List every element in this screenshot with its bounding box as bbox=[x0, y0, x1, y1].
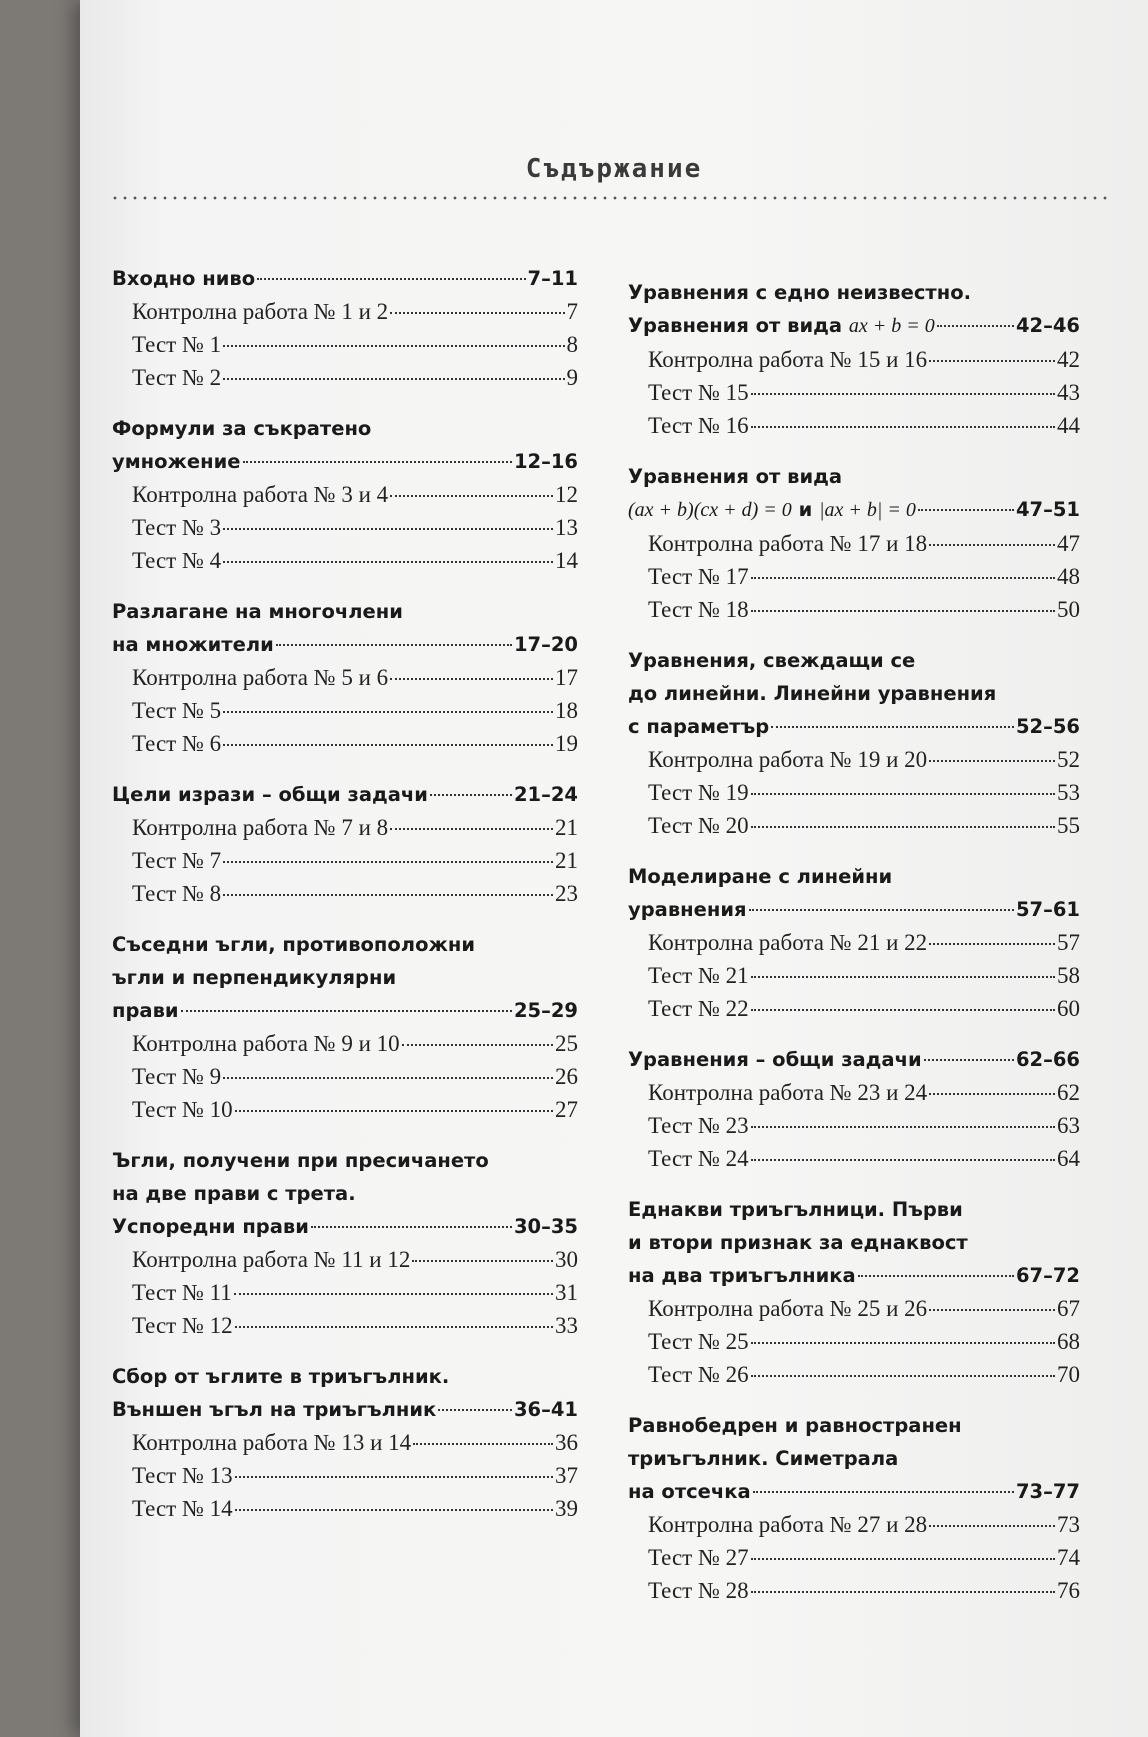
toc-entry: Тест № 23 63 bbox=[648, 1113, 1080, 1138]
section-heading-line: Уравнения, свеждащи се bbox=[628, 649, 916, 672]
toc-entry: Тест № 26 70 bbox=[648, 1362, 1080, 1387]
page-range: 21–24 bbox=[513, 783, 578, 806]
toc-entry: Тест № 1 8 bbox=[132, 332, 578, 357]
toc-entry: Тест № 25 68 bbox=[648, 1329, 1080, 1354]
section-heading: Входно ниво 7–11 bbox=[112, 262, 578, 295]
page-range: 17–20 bbox=[513, 633, 578, 656]
toc-entry: Тест № 4 14 bbox=[132, 548, 578, 573]
toc-section bbox=[112, 928, 578, 1126]
section-heading: прави 25–29 bbox=[112, 994, 578, 1027]
page-range: 30–35 bbox=[513, 1215, 578, 1238]
toc-entry: Тест № 3 13 bbox=[132, 515, 578, 540]
section-heading: на отсечка 73–77 bbox=[628, 1475, 1080, 1508]
toc-entry: Контролна работа № 1 и 2 7 bbox=[132, 299, 578, 324]
toc-section bbox=[112, 1360, 578, 1525]
toc-entry: Тест № 28 76 bbox=[648, 1578, 1080, 1603]
section-heading-line: Уравнения от вида bbox=[628, 465, 843, 488]
page-range: 7–11 bbox=[527, 267, 578, 290]
section-heading: (ax + b)(cx + d) = 0 и |ax + b| = 0 47–51 bbox=[628, 493, 1080, 527]
toc-section bbox=[112, 262, 578, 394]
toc-entry: Контролна работа № 23 и 24 62 bbox=[648, 1080, 1080, 1105]
page-range: 25–29 bbox=[513, 999, 578, 1022]
section-heading: Уравнения – общи задачи 62–66 bbox=[628, 1043, 1080, 1076]
toc-entry: Контролна работа № 27 и 28 73 bbox=[648, 1512, 1080, 1537]
section-heading-line: ъгли и перпендикулярни bbox=[112, 966, 397, 989]
toc-entry: Контролна работа № 9 и 10 25 bbox=[132, 1031, 578, 1056]
toc-entry: Тест № 13 37 bbox=[132, 1463, 578, 1488]
toc-entry: Контролна работа № 5 и 6 17 bbox=[132, 665, 578, 690]
toc-entry: Контролна работа № 15 и 16 42 bbox=[648, 347, 1080, 372]
toc-entry: Тест № 15 43 bbox=[648, 380, 1080, 405]
section-heading-line: Разлагане на многочлени bbox=[112, 600, 403, 623]
toc-entry: Тест № 27 74 bbox=[648, 1545, 1080, 1570]
toc-section bbox=[112, 412, 578, 577]
section-heading-line: Формули за съкратено bbox=[112, 417, 372, 440]
section-heading-line: Сбор от ъглите в триъгълник. bbox=[112, 1365, 450, 1388]
leader-dots bbox=[257, 277, 525, 280]
toc-entry: Контролна работа № 7 и 8 21 bbox=[132, 815, 578, 840]
section-heading-line: и втори признак за еднаквост bbox=[628, 1231, 968, 1254]
page-range: 36–41 bbox=[513, 1398, 578, 1421]
book-page bbox=[80, 0, 1148, 1737]
toc-entry: Контролна работа № 19 и 20 52 bbox=[648, 747, 1080, 772]
equation: ax + b = 0 bbox=[848, 315, 935, 337]
page-range: 42–46 bbox=[1015, 314, 1080, 337]
toc-entry: Тест № 8 23 bbox=[132, 881, 578, 906]
section-heading: на два триъгълника 67–72 bbox=[628, 1259, 1080, 1292]
toc-entry: Тест № 7 21 bbox=[132, 848, 578, 873]
section-heading: умножение 12–16 bbox=[112, 445, 578, 478]
toc-entry: Контролна работа № 3 и 4 12 bbox=[132, 482, 578, 507]
toc-entry: Тест № 20 55 bbox=[648, 813, 1080, 838]
toc-entry: Тест № 17 48 bbox=[648, 564, 1080, 589]
section-heading: Цели изрази – общи задачи 21–24 bbox=[112, 778, 578, 811]
page-title: Съдържание bbox=[525, 154, 703, 184]
toc-entry: Тест № 5 18 bbox=[132, 698, 578, 723]
section-heading-line: Уравнения с едно неизвестно. bbox=[628, 281, 972, 304]
section-heading-line: Съседни ъгли, противоположни bbox=[112, 933, 476, 956]
toc-entry: Тест № 19 53 bbox=[648, 780, 1080, 805]
toc-section bbox=[628, 460, 1080, 626]
toc-section bbox=[112, 778, 578, 910]
section-heading: уравнения 57–61 bbox=[628, 893, 1080, 926]
section-heading: на множители 17–20 bbox=[112, 628, 578, 661]
toc-entry: Тест № 6 19 bbox=[132, 731, 578, 756]
page-range: 67–72 bbox=[1015, 1264, 1080, 1287]
toc-entry: Контролна работа № 17 и 18 47 bbox=[648, 531, 1080, 556]
toc-entry: Тест № 12 33 bbox=[132, 1313, 578, 1338]
section-heading: Успоредни прави 30–35 bbox=[112, 1210, 578, 1243]
toc-entry: Тест № 22 60 bbox=[648, 996, 1080, 1021]
section-heading-line: Ъгли, получени при пресичането bbox=[112, 1149, 489, 1172]
toc-entry: Тест № 18 50 bbox=[648, 597, 1080, 622]
section-heading-line: триъгълник. Симетрала bbox=[628, 1447, 899, 1470]
toc-section bbox=[628, 860, 1080, 1025]
section-heading: Външен ъгъл на триъгълник 36–41 bbox=[112, 1393, 578, 1426]
toc-entry: Контролна работа № 13 и 14 36 bbox=[132, 1430, 578, 1455]
toc-column-left bbox=[112, 262, 578, 1543]
section-heading-line: Равнобедрен и равностранен bbox=[628, 1414, 962, 1437]
toc-entry: Контролна работа № 25 и 26 67 bbox=[648, 1296, 1080, 1321]
equation: |ax + b| = 0 bbox=[819, 499, 916, 521]
toc-section bbox=[628, 644, 1080, 842]
toc-section bbox=[628, 1193, 1080, 1391]
toc-section bbox=[628, 1043, 1080, 1175]
equation: (ax + b)(cx + d) = 0 bbox=[628, 499, 792, 521]
toc-entry: Тест № 16 44 bbox=[648, 413, 1080, 438]
title-divider bbox=[110, 196, 1110, 200]
toc-entry: Тест № 24 64 bbox=[648, 1146, 1080, 1171]
page-range: 57–61 bbox=[1015, 898, 1080, 921]
toc-entry: Контролна работа № 11 и 12 30 bbox=[132, 1247, 578, 1272]
section-heading-line: до линейни. Линейни уравнения bbox=[628, 682, 997, 705]
page-range: 73–77 bbox=[1015, 1480, 1080, 1503]
toc-entry: Контролна работа № 21 и 22 57 bbox=[648, 930, 1080, 955]
section-heading-line: Еднакви триъгълници. Първи bbox=[628, 1198, 963, 1221]
toc-entry: Тест № 11 31 bbox=[132, 1280, 578, 1305]
page-range: 47–51 bbox=[1015, 498, 1080, 521]
toc-section bbox=[112, 1144, 578, 1342]
section-heading: Уравнения от вида ax + b = 0 42–46 bbox=[628, 309, 1080, 343]
toc-section bbox=[628, 276, 1080, 442]
toc-section bbox=[112, 595, 578, 760]
page-range: 62–66 bbox=[1015, 1048, 1080, 1071]
toc-entry: Тест № 2 9 bbox=[132, 365, 578, 390]
toc-section bbox=[628, 1409, 1080, 1607]
page-range: 52–56 bbox=[1015, 715, 1080, 738]
section-heading-line: Моделиране с линейни bbox=[628, 865, 893, 888]
section-heading-line: на две прави с трета. bbox=[112, 1182, 356, 1205]
toc-entry: Тест № 14 39 bbox=[132, 1496, 578, 1521]
page-range: 12–16 bbox=[513, 450, 578, 473]
toc-entry: Тест № 21 58 bbox=[648, 963, 1080, 988]
toc-column-right bbox=[628, 262, 1080, 1625]
section-heading: с параметър 52–56 bbox=[628, 710, 1080, 743]
toc-entry: Тест № 10 27 bbox=[132, 1097, 578, 1122]
toc-entry: Тест № 9 26 bbox=[132, 1064, 578, 1089]
